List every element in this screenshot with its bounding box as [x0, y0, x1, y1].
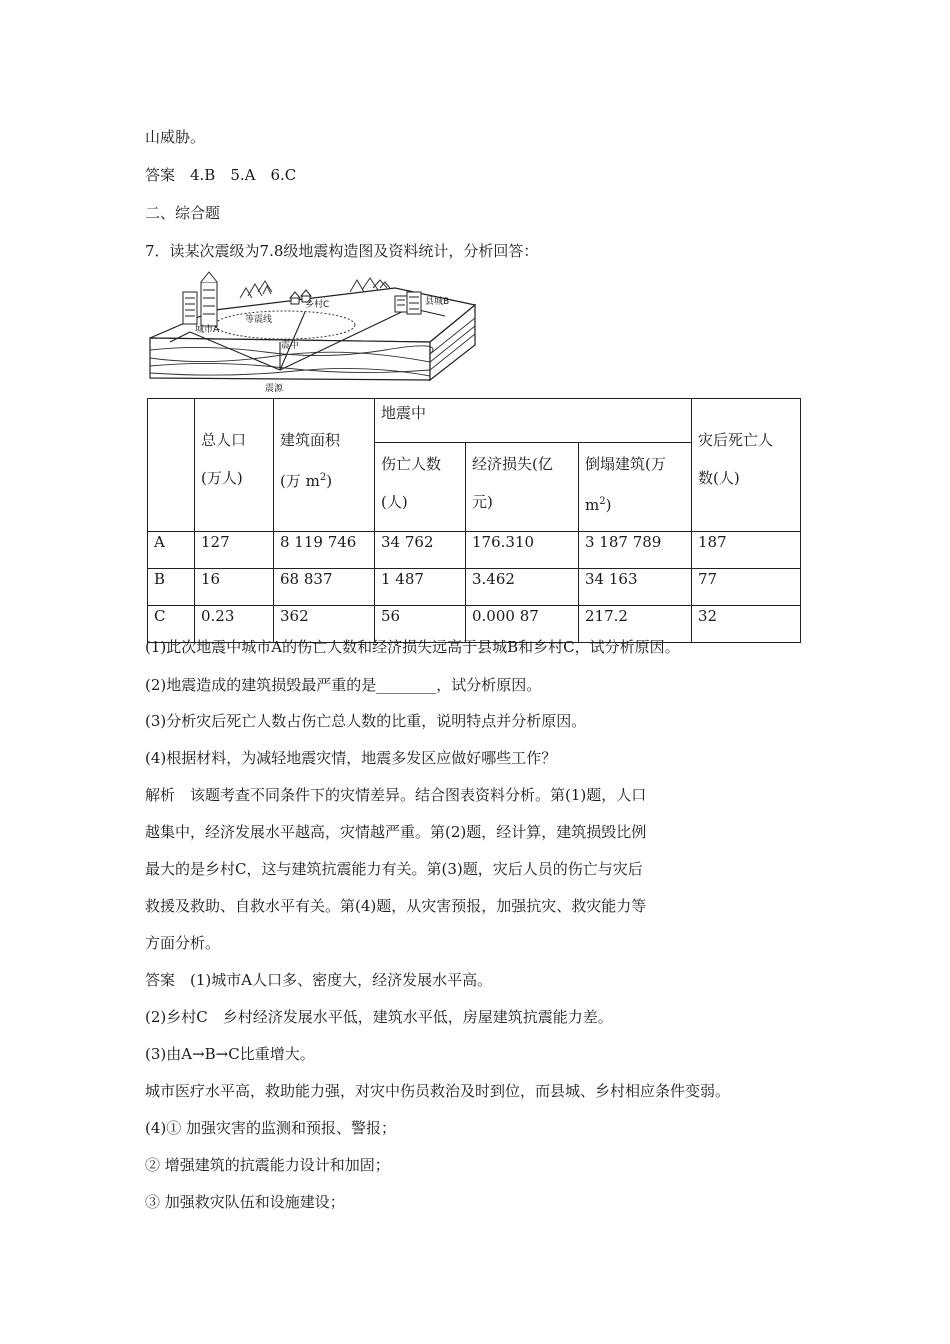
answer-line: ② 增强建筑的抗震能力设计和加固； [145, 1156, 390, 1174]
header-post-deaths [692, 399, 801, 532]
table-corner-cell [148, 399, 195, 532]
table-row [148, 569, 801, 606]
cell-population: 16 [195, 569, 274, 606]
table-header-row [148, 399, 801, 443]
analysis-line: 救援及救助、自救水平有关。第(4)题，从灾害预报，加强抗灾、救灾能力等 [145, 897, 647, 915]
cell-population: 127 [195, 532, 274, 569]
collapse-unit-sup: 2 [599, 496, 606, 508]
header-economic-loss [466, 443, 579, 532]
earthquake-data-table [147, 398, 801, 643]
answer-line: ③ 加强救灾队伍和设施建设； [145, 1193, 345, 1211]
header-economic-loss-unit: 元) [472, 493, 493, 512]
answer-line: (3)由A→B→C比重增大。 [145, 1045, 315, 1063]
label-focus: 震源 [265, 384, 284, 394]
cell-casualties: 34 762 [375, 532, 466, 569]
cell-collapsed: 217.2 [579, 606, 692, 643]
cell-collapsed: 3 187 789 [579, 532, 692, 569]
header-post-deaths-unit: 数(人) [698, 469, 740, 487]
row-name: C [148, 606, 195, 643]
cell-casualties: 56 [375, 606, 466, 643]
analysis-line: 解析 该题考查不同条件下的灾情差异。结合图表资料分析。第(1)题，人口 [145, 786, 647, 804]
earthquake-structure-diagram [145, 270, 480, 395]
header-building-area-unit: (万 $m^2$) [280, 472, 333, 490]
header-population-unit: (万人) [201, 469, 243, 487]
header-collapsed-label: 倒塌建筑(万 [585, 455, 666, 474]
header-casualties-unit: (人) [381, 493, 408, 512]
cell-collapsed: 34 163 [579, 569, 692, 606]
row-name: A [148, 532, 195, 569]
cell-deaths: 187 [692, 532, 801, 569]
question-title: 7．读某次震级为7.8级地震构造图及资料统计，分析回答： [145, 242, 539, 260]
cell-building-area: 68 837 [274, 569, 375, 606]
header-building-area [274, 399, 375, 532]
header-economic-loss-label: 经济损失(亿 [472, 455, 553, 474]
header-collapsed-unit: $m^2$) [585, 496, 612, 515]
question-2: (2)地震造成的建筑损毁最严重的是________，试分析原因。 [145, 676, 542, 694]
question-3: (3)分析灾后死亡人数占伤亡总人数的比重，说明特点并分析原因。 [145, 712, 587, 730]
cell-deaths: 32 [692, 606, 801, 643]
header-casualties-label: 伤亡人数 [381, 455, 442, 474]
area-unit-sup: 2 [319, 472, 327, 483]
section-heading: 二、综合题 [145, 204, 221, 222]
cell-building-area: 8 119 746 [274, 532, 375, 569]
cell-economic-loss: 3.462 [466, 569, 579, 606]
text-line: 山威胁。 [145, 128, 206, 146]
label-city-a: 城市A [195, 325, 220, 335]
label-isoseismal: 等震线 [245, 315, 273, 325]
header-group-during-quake: 地震中 [375, 399, 692, 443]
header-population-label: 总人口 [201, 431, 247, 449]
collapse-unit-text: m [585, 496, 600, 515]
area-unit-text: (万 m [280, 472, 320, 490]
answer-line: (2)乡村C 乡村经济发展水平低，建筑水平低，房屋建筑抗震能力差。 [145, 1008, 613, 1026]
answer-line: 城市医疗水平高，救助能力强，对灾中伤员救治及时到位，而县城、乡村相应条件变弱。 [145, 1082, 731, 1100]
cell-casualties: 1 487 [375, 569, 466, 606]
row-name: B [148, 569, 195, 606]
header-post-deaths-label: 灾后死亡人 [698, 431, 774, 449]
cell-deaths: 77 [692, 569, 801, 606]
analysis-line: 方面分析。 [145, 934, 221, 952]
table-row [148, 532, 801, 569]
analysis-line: 越集中，经济发展水平越高，灾情越严重。第(2)题，经计算，建筑损毁比例 [145, 823, 647, 841]
label-epicenter: 震中 [281, 341, 300, 351]
answer-line: 答案 4.B 5.A 6.C [145, 166, 297, 184]
analysis-line: 最大的是乡村C，这与建筑抗震能力有关。第(3)题，灾后人员的伤亡与灾后 [145, 860, 643, 878]
cell-economic-loss: 176.310 [466, 532, 579, 569]
header-population [195, 399, 274, 532]
header-building-area-label: 建筑面积 [280, 431, 341, 449]
answer-line: (4)① 加强灾害的监测和预报、警报； [145, 1119, 397, 1137]
cell-building-area: 362 [274, 606, 375, 643]
cell-population: 0.23 [195, 606, 274, 643]
label-village-c: 乡村C [305, 300, 330, 310]
question-4: (4)根据材料，为减轻地震灾情，地震多发区应做好哪些工作？ [145, 749, 557, 767]
header-collapsed-buildings [579, 443, 692, 532]
cell-economic-loss: 0.000 87 [466, 606, 579, 643]
header-casualties [375, 443, 466, 532]
label-county-b: 县城B [425, 297, 450, 307]
question-1: (1)此次地震中城市A的伤亡人数和经济损失远高于县城B和乡村C，试分析原因。 [145, 638, 680, 656]
answer-line: 答案 (1)城市A人口多、密度大，经济发展水平高。 [145, 971, 493, 989]
